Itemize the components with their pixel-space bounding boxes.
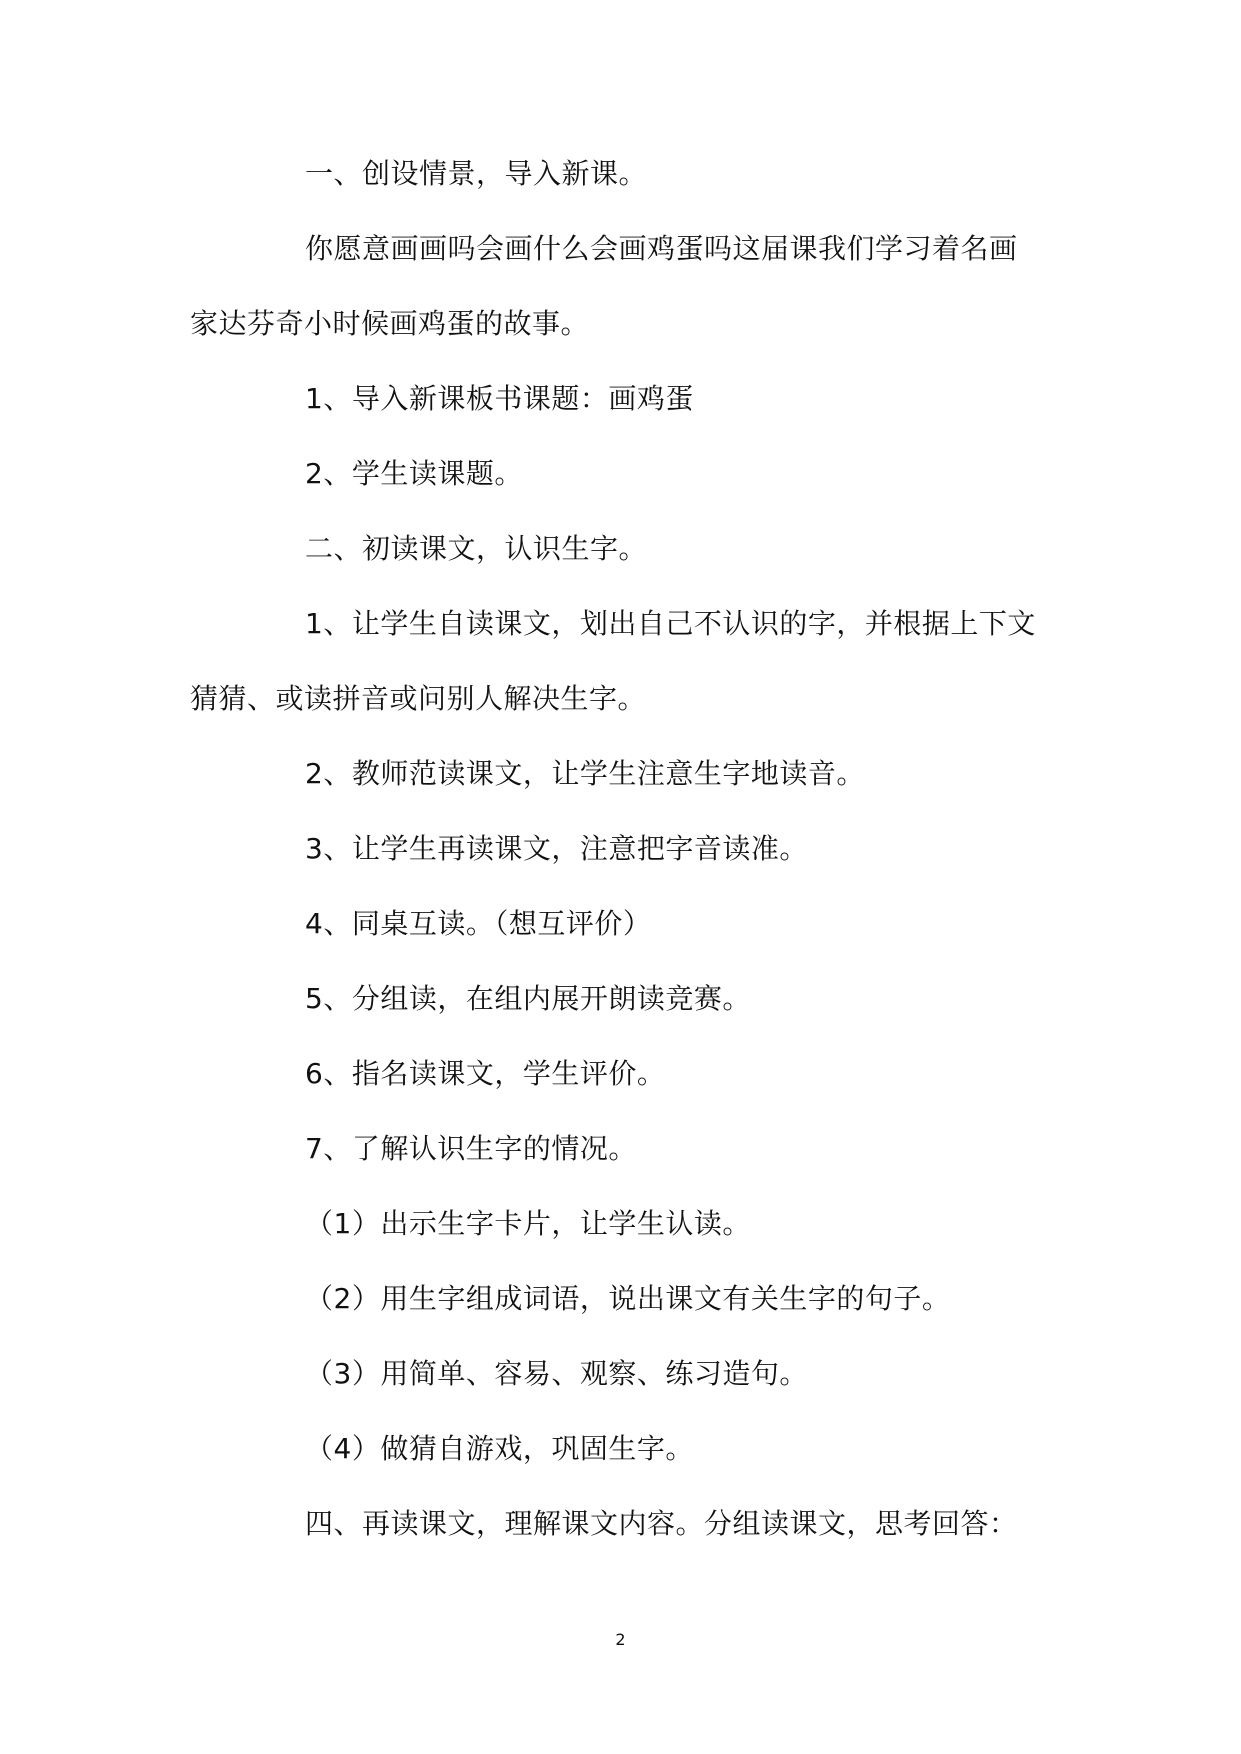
paragraph-line: 你愿意画画吗会画什么会画鸡蛋吗这届课我们学习着名画 — [305, 232, 1018, 265]
list-item: 4、同桌互读。（想互评价） — [305, 907, 652, 940]
section-heading-2: 二、初读课文，认识生字。 — [305, 532, 648, 565]
sub-list-item: （3）用简单、容易、观察、练习造句。 — [305, 1357, 808, 1390]
list-item: 1、让学生自读课文，划出自己不认识的字，并根据上下文 — [305, 607, 1036, 640]
paragraph-line: 家达芬奇小时候画鸡蛋的故事。 — [190, 307, 590, 340]
list-item: 5、分组读，在组内展开朗读竞赛。 — [305, 982, 751, 1015]
list-item: 7、了解认识生字的情况。 — [305, 1132, 637, 1165]
list-item: 2、教师范读课文，让学生注意生字地读音。 — [305, 757, 865, 790]
list-item: 3、让学生再读课文，注意把字音读准。 — [305, 832, 808, 865]
page-number: 2 — [615, 1630, 626, 1649]
sub-list-item: （2）用生字组成词语，说出课文有关生字的句子。 — [305, 1282, 951, 1315]
sub-list-item: （4）做猜自游戏，巩固生字。 — [305, 1432, 694, 1465]
section-heading-1: 一、创设情景，导入新课。 — [305, 157, 648, 190]
paragraph-line: 猜猜、或读拼音或问别人解决生字。 — [190, 682, 647, 715]
list-item: 6、指名读课文，学生评价。 — [305, 1057, 666, 1090]
list-item: 2、学生读课题。 — [305, 457, 523, 490]
section-heading-4: 四、再读课文，理解课文内容。分组读课文，思考回答： — [305, 1507, 1018, 1540]
sub-list-item: （1）出示生字卡片，让学生认读。 — [305, 1207, 751, 1240]
list-item: 1、导入新课板书课题：画鸡蛋 — [305, 382, 694, 415]
